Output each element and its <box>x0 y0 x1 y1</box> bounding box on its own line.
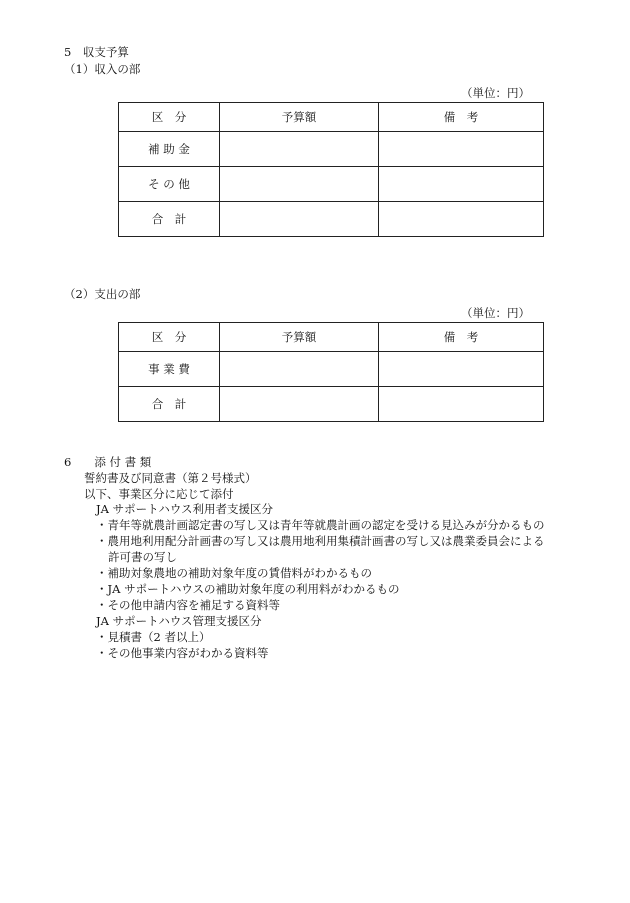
income-row-note <box>379 132 544 167</box>
income-row-note <box>379 202 544 237</box>
list-item: ・その他申請内容を補足する資料等 <box>96 598 280 612</box>
income-title: （1）収入の部 <box>64 62 141 76</box>
expense-row-label: 事 業 費 <box>119 352 220 387</box>
income-table <box>118 102 544 237</box>
expense-header-row <box>119 323 544 352</box>
income-row-amount <box>220 132 379 167</box>
expense-header-category: 区 分 <box>119 323 220 352</box>
list-item: ・補助対象農地の補助対象年度の賃借料がわかるもの <box>96 566 372 580</box>
income-row-label: 補 助 金 <box>119 132 220 167</box>
income-header-note: 備 考 <box>379 103 544 132</box>
expense-header-note: 備 考 <box>379 323 544 352</box>
list-item: 誓約書及び同意書（第２号様式） <box>84 471 257 485</box>
list-item: JA サポートハウス利用者支援区分 <box>96 502 273 516</box>
list-item: ・見積書（2 者以上） <box>96 630 211 644</box>
list-item: ・農用地利用配分計画書の写し又は農用地利用集積計画書の写し又は農業委員会による <box>96 534 545 548</box>
expense-row-amount <box>220 352 379 387</box>
income-header-row <box>119 103 544 132</box>
list-item: JA サポートハウス管理支援区分 <box>96 614 262 628</box>
section5-heading: 5 収支予算 <box>64 45 129 59</box>
list-item: ・その他事業内容がわかる資料等 <box>96 646 269 660</box>
list-item: ・青年等就農計画認定書の写し又は青年等就農計画の認定を受ける見込みが分かるもの <box>96 518 545 532</box>
table-row <box>119 132 544 167</box>
income-unit-label: （単位：円） <box>461 86 530 100</box>
income-header-amount: 予算額 <box>220 103 379 132</box>
expense-unit-label: （単位：円） <box>461 306 530 320</box>
income-row-label: 合 計 <box>119 202 220 237</box>
income-row-note <box>379 167 544 202</box>
income-row-label: そ の 他 <box>119 167 220 202</box>
table-row <box>119 387 544 422</box>
expense-row-note <box>379 352 544 387</box>
list-item: ・JA サポートハウスの補助対象年度の利用料がわかるもの <box>96 582 400 596</box>
expense-title: （2）支出の部 <box>64 287 141 301</box>
income-row-amount <box>220 167 379 202</box>
income-row-amount <box>220 202 379 237</box>
list-item: 以下、事業区分に応じて添付 <box>84 487 234 501</box>
list-item: 許可書の写し <box>108 550 177 564</box>
table-row <box>119 352 544 387</box>
expense-row-note <box>379 387 544 422</box>
expense-row-amount <box>220 387 379 422</box>
expense-header-amount: 予算額 <box>220 323 379 352</box>
expense-table <box>118 322 544 422</box>
section6-heading: 6 添 付 書 類 <box>64 455 152 469</box>
table-row <box>119 167 544 202</box>
income-header-category: 区 分 <box>119 103 220 132</box>
table-row <box>119 202 544 237</box>
expense-row-label: 合 計 <box>119 387 220 422</box>
